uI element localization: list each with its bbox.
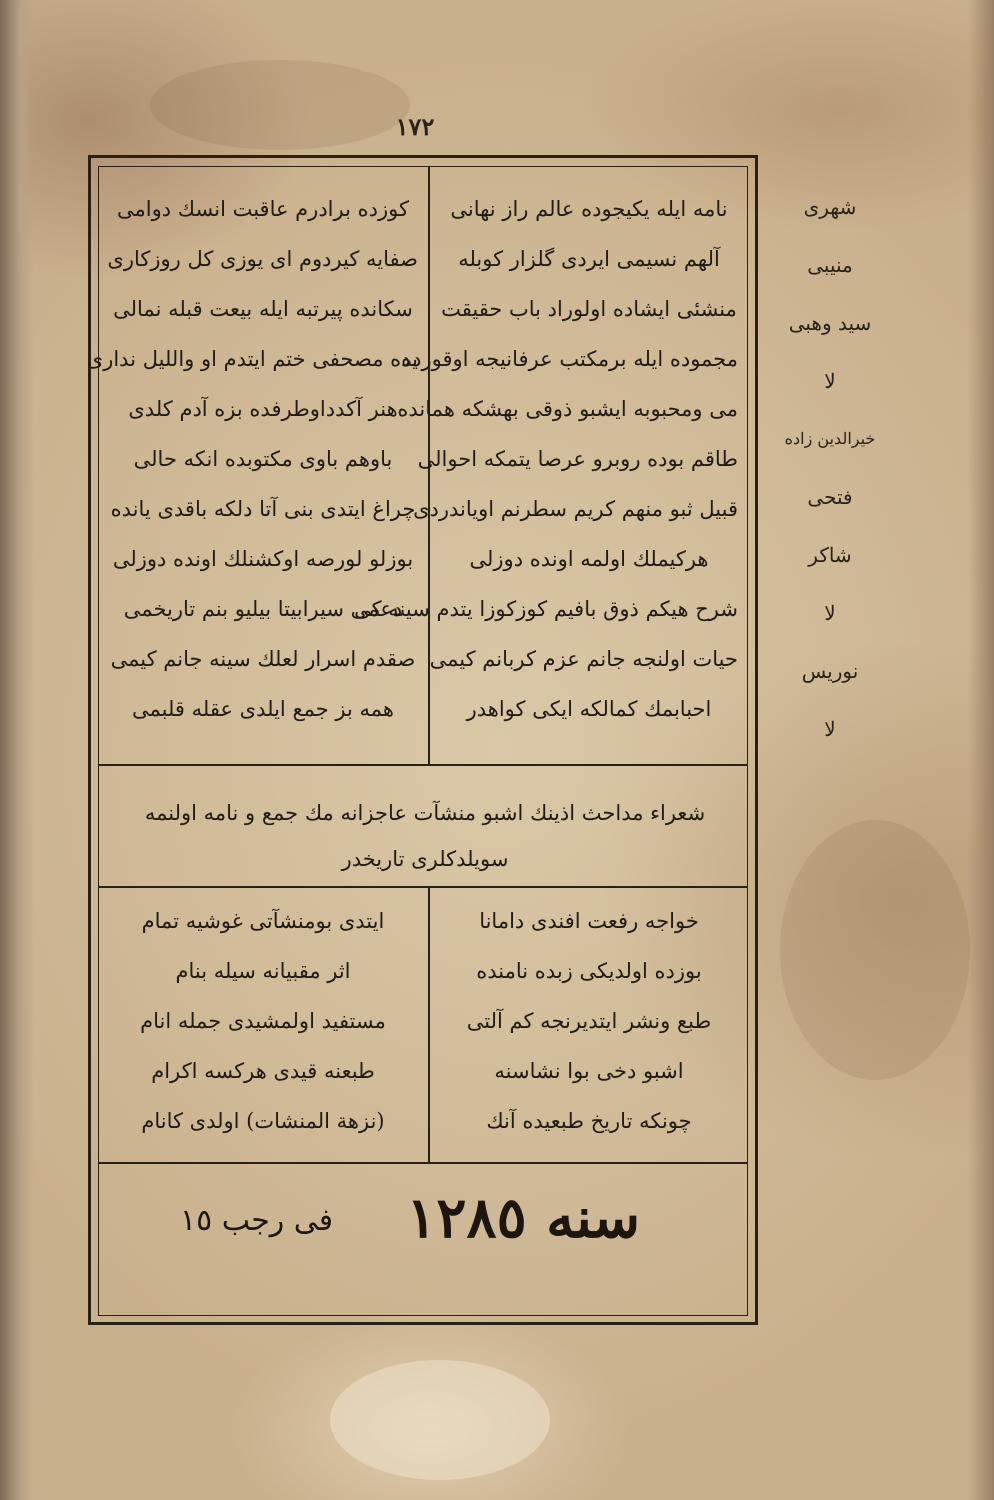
margin-note: شهری — [803, 195, 857, 219]
verse-line: بوزلو لورصه اوکشنلك اونده دوزلی — [112, 547, 414, 571]
page-number: ١٧٢ — [395, 112, 435, 141]
paper-tear — [330, 1360, 550, 1480]
verse-line: شرح هیکم ذوق بافیم کوزکوزا یتدم سینه کی — [354, 597, 738, 621]
verse-line: می ومحبوبه ایشبو ذوقی بهشکه همانده — [397, 397, 738, 421]
margin-note: فتحی — [807, 485, 853, 509]
margin-note: منیبی — [807, 253, 853, 277]
left-column — [86, 184, 422, 734]
paper-stain — [150, 60, 410, 150]
verse-line: همه بز جمع ایلدی عقله قلبمی — [131, 697, 394, 721]
page-right-edge — [968, 0, 994, 1500]
verse-line: یده مصحفی ختم ایتدم او واللیل نداری — [86, 347, 418, 371]
section-rule-1 — [98, 764, 748, 766]
verse-line: طبع ونشر ایتدیرنجه کم آلتی — [466, 1009, 712, 1033]
verse-line: اثر مقبیانه سیله بنام — [175, 959, 351, 983]
date-month: فی رجب ١٥ — [180, 1203, 334, 1238]
verse-line: نامه ایله یکیجوده عالم راز نهانی — [450, 197, 728, 221]
verse-line: چراغ ایتدی بنی آتا دلکه باقدی یانده — [110, 497, 416, 521]
verse-line: حیات اولنجه جانم عزم کربانم کیمی — [429, 647, 738, 671]
margin-note: لا — [824, 717, 836, 741]
verse-line: مستفید اولمشیدی جمله انام — [140, 1009, 386, 1033]
margin-notes — [780, 178, 880, 758]
verse-line: احبابمك کمالکه ایکی کواهدر — [466, 697, 712, 721]
verse-line: قبیل ثبو منهم کریم سطرنم اویاندردی — [413, 497, 738, 521]
margin-note: لا — [824, 601, 836, 625]
heading-line: سویلدکلری تاریخدر — [341, 847, 509, 871]
margin-note: نوریس — [801, 659, 859, 683]
verse-line: هرکیملك اولمه اونده دوزلی — [469, 547, 709, 571]
verse-line: باوهم باوی مکتوبده انکه حالی — [133, 447, 393, 471]
date-year: سنه ١٢٨٥ — [406, 1185, 640, 1251]
verse-line: کوزده برادرم عاقبت انسك دوامی — [117, 197, 409, 221]
middle-heading — [110, 790, 740, 882]
margin-note: شاکر — [808, 543, 852, 567]
verse-line: صقدم اسرار لعلك سینه جانم کیمی — [110, 647, 416, 671]
verse-line: صفایه کیردوم ای یوزی کل روزکاری — [107, 247, 418, 271]
column-divider-lower — [428, 886, 430, 1162]
verse-line: آلهم نسیمی ایردی گلزار کوبله — [458, 247, 720, 271]
verse-line: اشبو دخی بوا نشاسنه — [494, 1059, 684, 1083]
page-left-edge — [0, 0, 34, 1500]
section-rule-3 — [98, 1162, 748, 1164]
bottom-left-column — [104, 896, 422, 1146]
date-row — [110, 1175, 740, 1285]
verse-line: طبعنه قیدی هرکسه اکرام — [151, 1059, 375, 1083]
right-column — [354, 184, 742, 734]
verse-line: مجموده ایله برمکتب عرفانیجه اوقورده — [401, 347, 738, 371]
verse-line: (نزهة المنشات) اولدی کانام — [141, 1109, 385, 1133]
verse-line: بوزده اولدیکی زبده نامنده — [476, 959, 702, 983]
verse-line: دعمی سیرابیتا بیلیو بنم تاریخمی — [123, 597, 403, 621]
verse-line: چونکه تاریخ طبعیده آنك — [486, 1109, 692, 1133]
verse-line: طاقم بوده روبرو عرصا یتمکه احوالی — [417, 447, 738, 471]
margin-note: سید وهبی — [788, 311, 872, 335]
verse-line: منشئی ایشاده اولوراد باب حقیقت — [441, 297, 737, 321]
paper-stain — [780, 820, 970, 1080]
verse-line: سکانده پیرتبه ایله بیعت قبله نمالی — [113, 297, 413, 321]
section-rule-2 — [98, 886, 748, 888]
margin-note: خیرالدین زاده — [784, 429, 876, 448]
verse-line: ایتدی بومنشآتی غوشیه تمام — [141, 909, 385, 933]
heading-line: شعراء مداحث اذینك اشبو منشآت عاجزانه مك جمع و نامه اولنمه — [144, 801, 706, 825]
bottom-right-column — [436, 896, 742, 1146]
margin-note: لا — [824, 369, 836, 393]
verse-line: خواجه رفعت افندی دامانا — [479, 909, 699, 933]
verse-line: هنر آکدداوطرفده بزه آدم کلدی — [128, 397, 398, 421]
